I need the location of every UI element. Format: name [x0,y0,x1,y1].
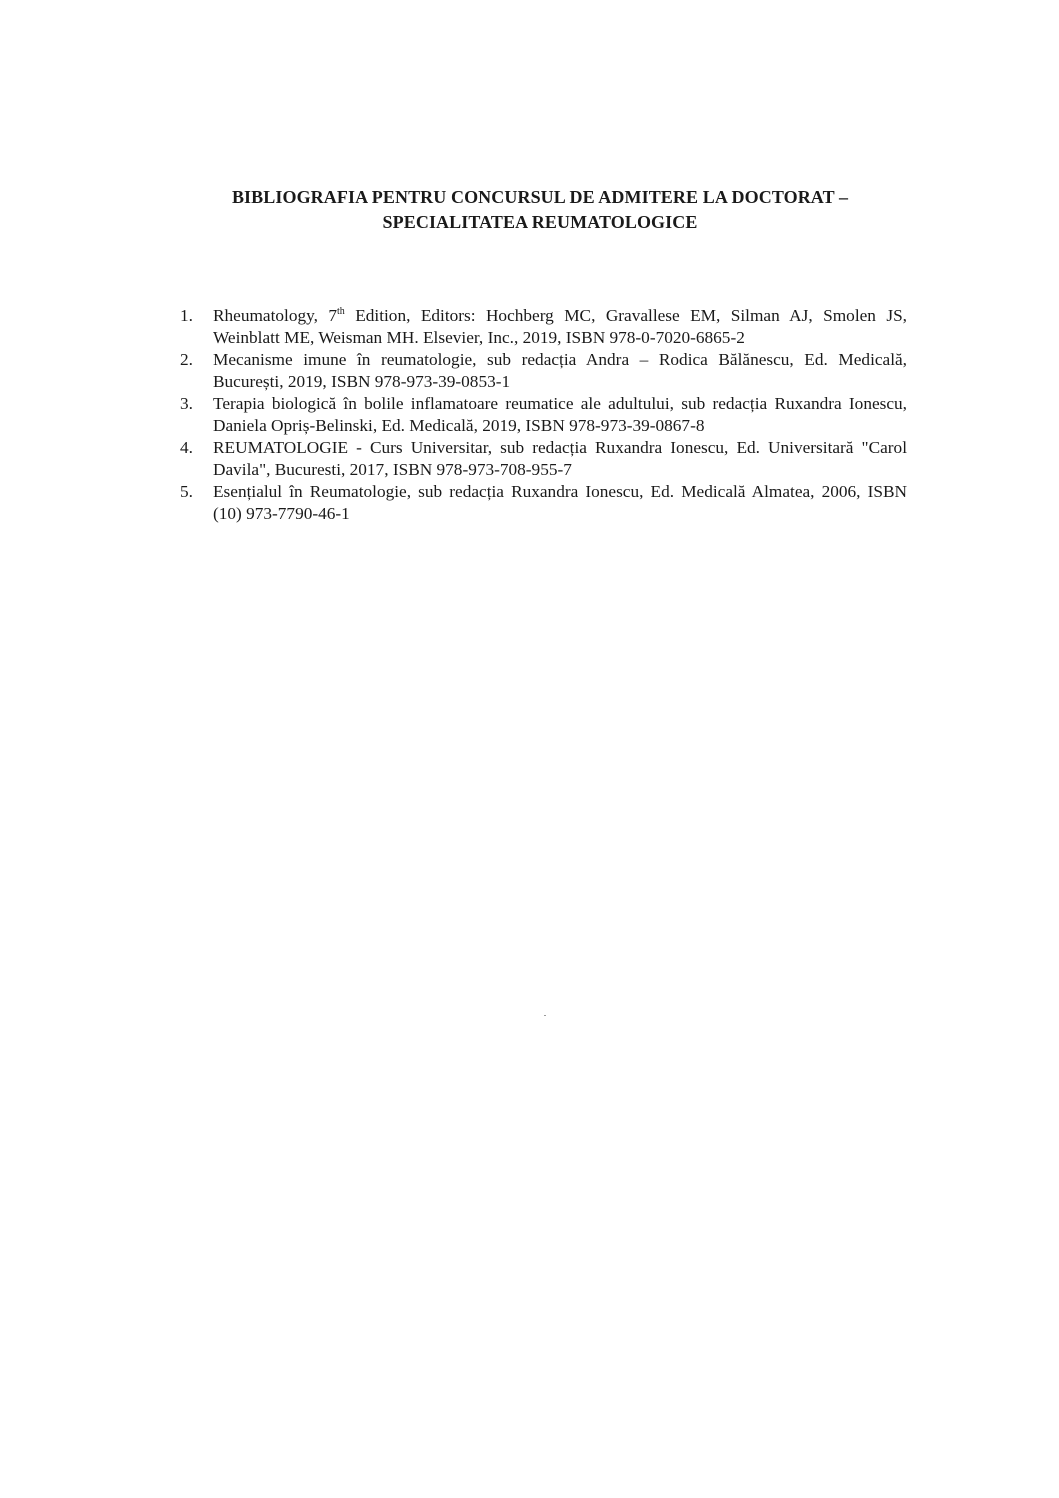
item-number: 4. [180,438,193,457]
list-item [180,481,907,525]
item-text [213,306,907,347]
item-text-end: Edition, Editors: Hochberg MC, Gravallese EM, Silman AJ, Smolen JS, Weinblatt ME, Weisman MH. Elsevier, Inc., 2019, ISBN 978-0-7020-6865-2 [213,306,907,347]
title-line-1: BIBLIOGRAFIA PENTRU CONCURSUL DE ADMITERE LA DOCTORAT – [231,187,849,207]
item-text: Esențialul în Reumatologie, sub redacția Ruxandra Ionescu, Ed. Medicală Almatea, 2006, ISBN (10) 973-7790-46-1 [213,482,907,523]
item-number: 1. [180,306,193,325]
item-number: 2. [180,350,193,369]
list-item [180,393,907,437]
item-text-start: Rheumatology, 7 [213,306,338,325]
list-item [180,349,907,393]
item-text: REUMATOLOGIE - Curs Universitar, sub redacția Ruxandra Ionescu, Ed. Universitară "Carol Davila", Bucuresti, 2017, ISBN 978-973-708-955-7 [213,438,907,479]
item-superscript: th [337,306,345,318]
document-title [150,185,930,235]
item-number: 3. [180,394,193,413]
list-item [180,437,907,481]
item-text: Mecanisme imune în reumatologie, sub redacția Andra – Rodica Bălănescu, Ed. Medicală, București, 2019, ISBN 978-973-39-0853-1 [213,350,907,391]
bibliography-list [180,305,907,525]
item-text: Terapia biologică în bolile inflamatoare reumatice ale adultului, sub redacția Ruxandra Ionescu, Daniela Opriș-Belinski, Ed. Medicală, 2019, ISBN 978-973-39-0867-8 [213,394,907,435]
list-item [180,305,907,349]
scan-speck [544,1015,546,1016]
title-line-2: SPECIALITATEA REUMATOLOGICE [382,212,698,232]
item-number: 5. [180,482,193,501]
